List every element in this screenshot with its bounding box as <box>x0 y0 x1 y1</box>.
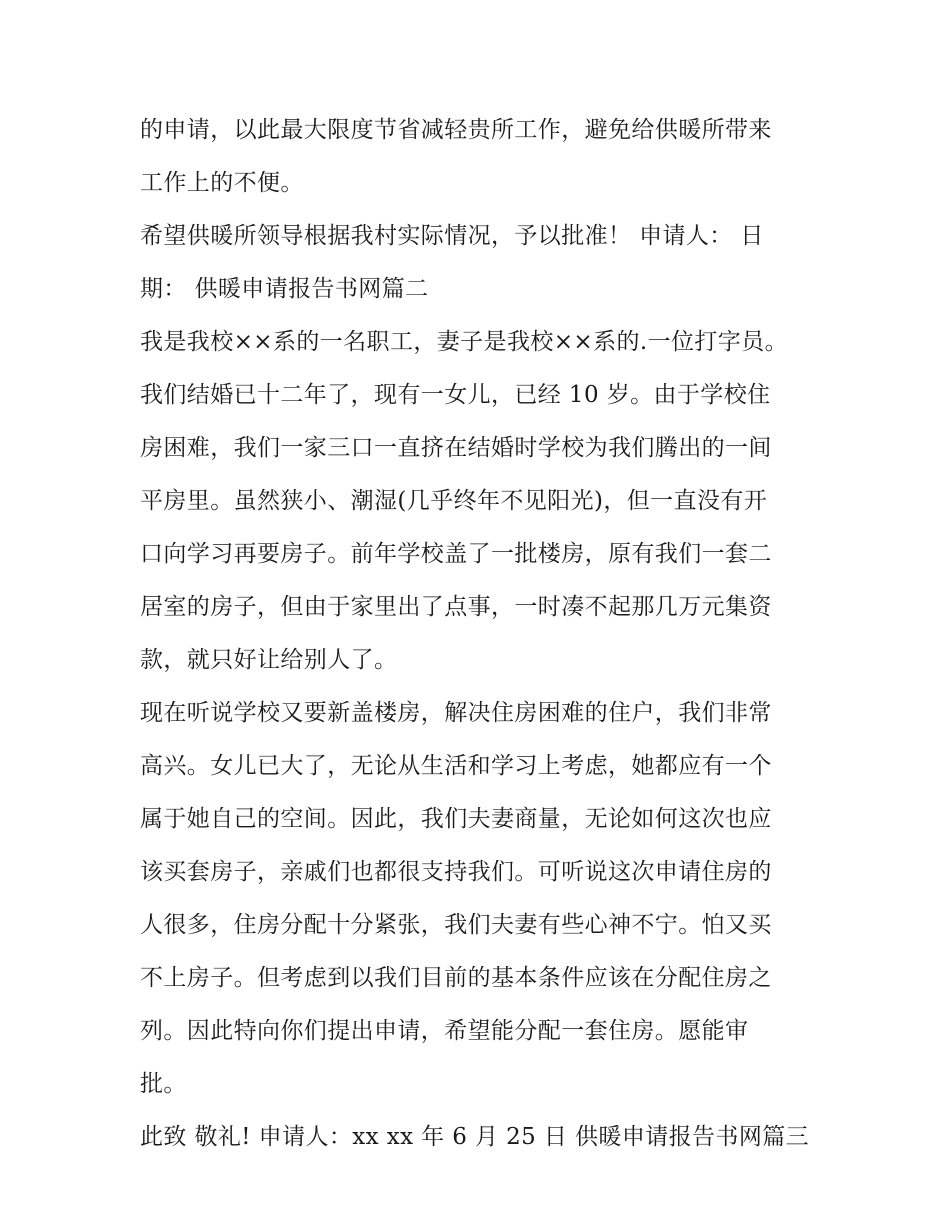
text-line: 居室的房子，但由于家里出了点事，一时凑不起那几万元集资 <box>140 594 772 620</box>
text-line: 平房里。虽然狭小、潮湿(几乎终年不见阳光)，但一直没有开 <box>140 488 768 514</box>
paragraph <box>140 687 820 1111</box>
text-line: 我们结婚已十二年了，现有一女儿，已经 10 岁。由于学校住 <box>140 382 771 408</box>
text-line: 我是我校××系的一名职工，妻子是我校××系的.一位打字员。 <box>140 329 788 355</box>
text-line: 款，就只好让给别人了。 <box>140 647 398 673</box>
document-body <box>140 104 820 1164</box>
text-line: 不上房子。但考虑到以我们目前的基本条件应该在分配住房之 <box>140 965 772 991</box>
text-line: 列。因此特向你们提出申请，希望能分配一套住房。愿能审 <box>140 1018 749 1044</box>
text-line: 的申请，以此最大限度节省减轻贵所工作，避免给供暖所带来 <box>140 117 772 143</box>
text-line: 希望供暖所领导根据我村实际情况，予以批准！ 申请人： 日 <box>140 223 764 249</box>
text-line: 期： 供暖申请报告书网篇二 <box>140 276 429 302</box>
text-line: 批。 <box>140 1071 187 1097</box>
text-line: 该买套房子，亲戚们也都很支持我们。可听说这次申请住房的 <box>140 859 772 885</box>
text-line: 此致 敬礼! 申请人：xx xx 年 6 月 25 日 供暖申请报告书网篇三 <box>140 1124 810 1150</box>
paragraph <box>140 210 820 316</box>
paragraph <box>140 104 820 210</box>
text-line: 口向学习再要房子。前年学校盖了一批楼房，原有我们一套二 <box>140 541 772 567</box>
paragraph <box>140 1111 820 1164</box>
paragraph <box>140 316 820 687</box>
text-line: 属于她自己的空间。因此，我们夫妻商量，无论如何这次也应 <box>140 806 772 832</box>
text-line: 现在听说学校又要新盖楼房，解决住房困难的住户，我们非常 <box>140 700 772 726</box>
text-line: 工作上的不便。 <box>140 170 304 196</box>
text-line: 房困难，我们一家三口一直挤在结婚时学校为我们腾出的一间 <box>140 435 772 461</box>
text-line: 人很多，住房分配十分紧张，我们夫妻有些心神不宁。怕又买 <box>140 912 772 938</box>
text-line: 高兴。女儿已大了，无论从生活和学习上考虑，她都应有一个 <box>140 753 772 779</box>
